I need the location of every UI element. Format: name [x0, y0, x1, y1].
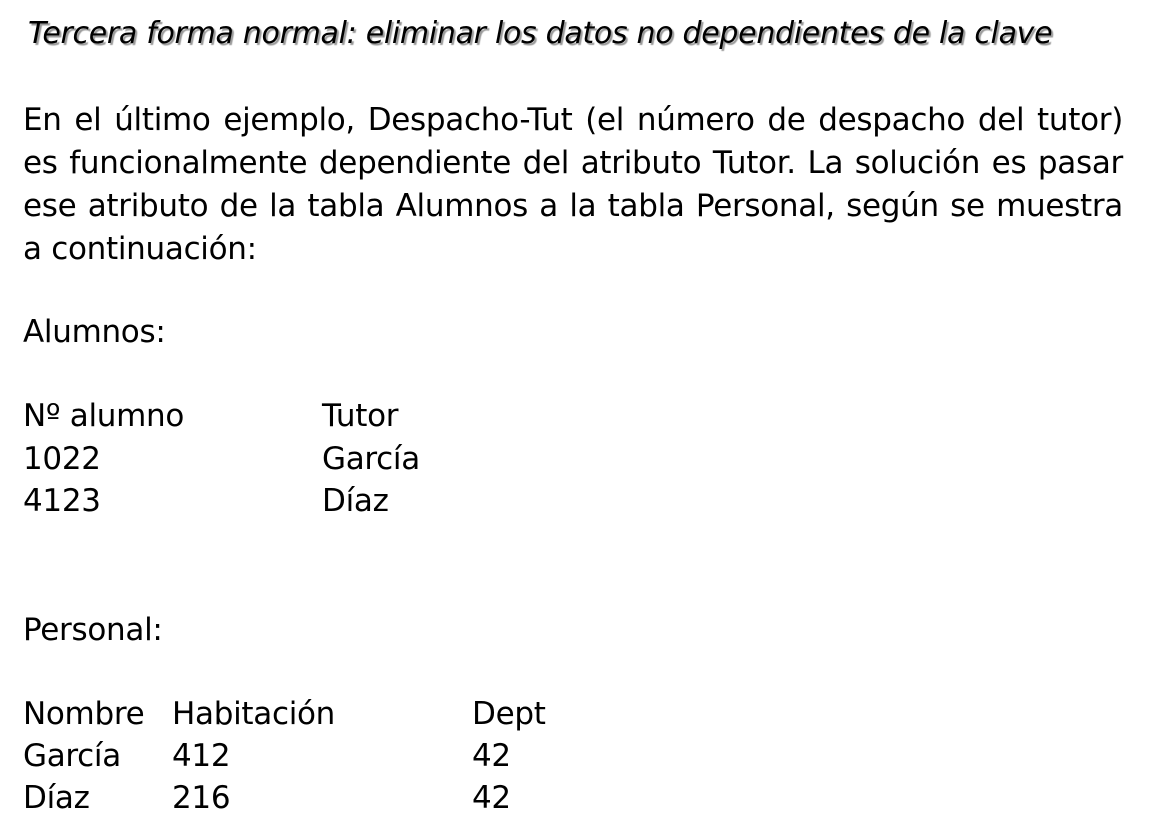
personal-header-dept: Dept — [472, 696, 546, 732]
alumnos-table-label: Alumnos: — [23, 314, 166, 350]
personal-cell: 42 — [472, 738, 511, 774]
personal-cell: 216 — [172, 780, 231, 816]
alumnos-cell: García — [322, 441, 420, 477]
personal-cell: Díaz — [23, 780, 90, 816]
personal-cell: 42 — [472, 780, 511, 816]
intro-paragraph: En el último ejemplo, Despacho-Tut (el número de despacho del tutor) es funcionalmente dependiente del atributo Tutor. La solución es pasar ese atributo de la tabla Alumnos a la tabla Personal, según se muestra a continuación: — [23, 102, 1123, 267]
alumnos-cell: Díaz — [322, 483, 389, 519]
personal-cell: 412 — [172, 738, 231, 774]
personal-header-name: Nombre — [23, 696, 145, 732]
alumnos-cell: 4123 — [23, 483, 101, 519]
alumnos-header-tutor: Tutor — [322, 398, 399, 434]
personal-table-label: Personal: — [23, 612, 163, 648]
slide-title: Tercera forma normal: eliminar los datos no dependientes de la clave — [28, 16, 1053, 51]
personal-cell: García — [23, 738, 121, 774]
personal-header-room: Habitación — [172, 696, 336, 732]
alumnos-cell: 1022 — [23, 441, 101, 477]
alumnos-header-student-number: Nº alumno — [23, 398, 185, 434]
